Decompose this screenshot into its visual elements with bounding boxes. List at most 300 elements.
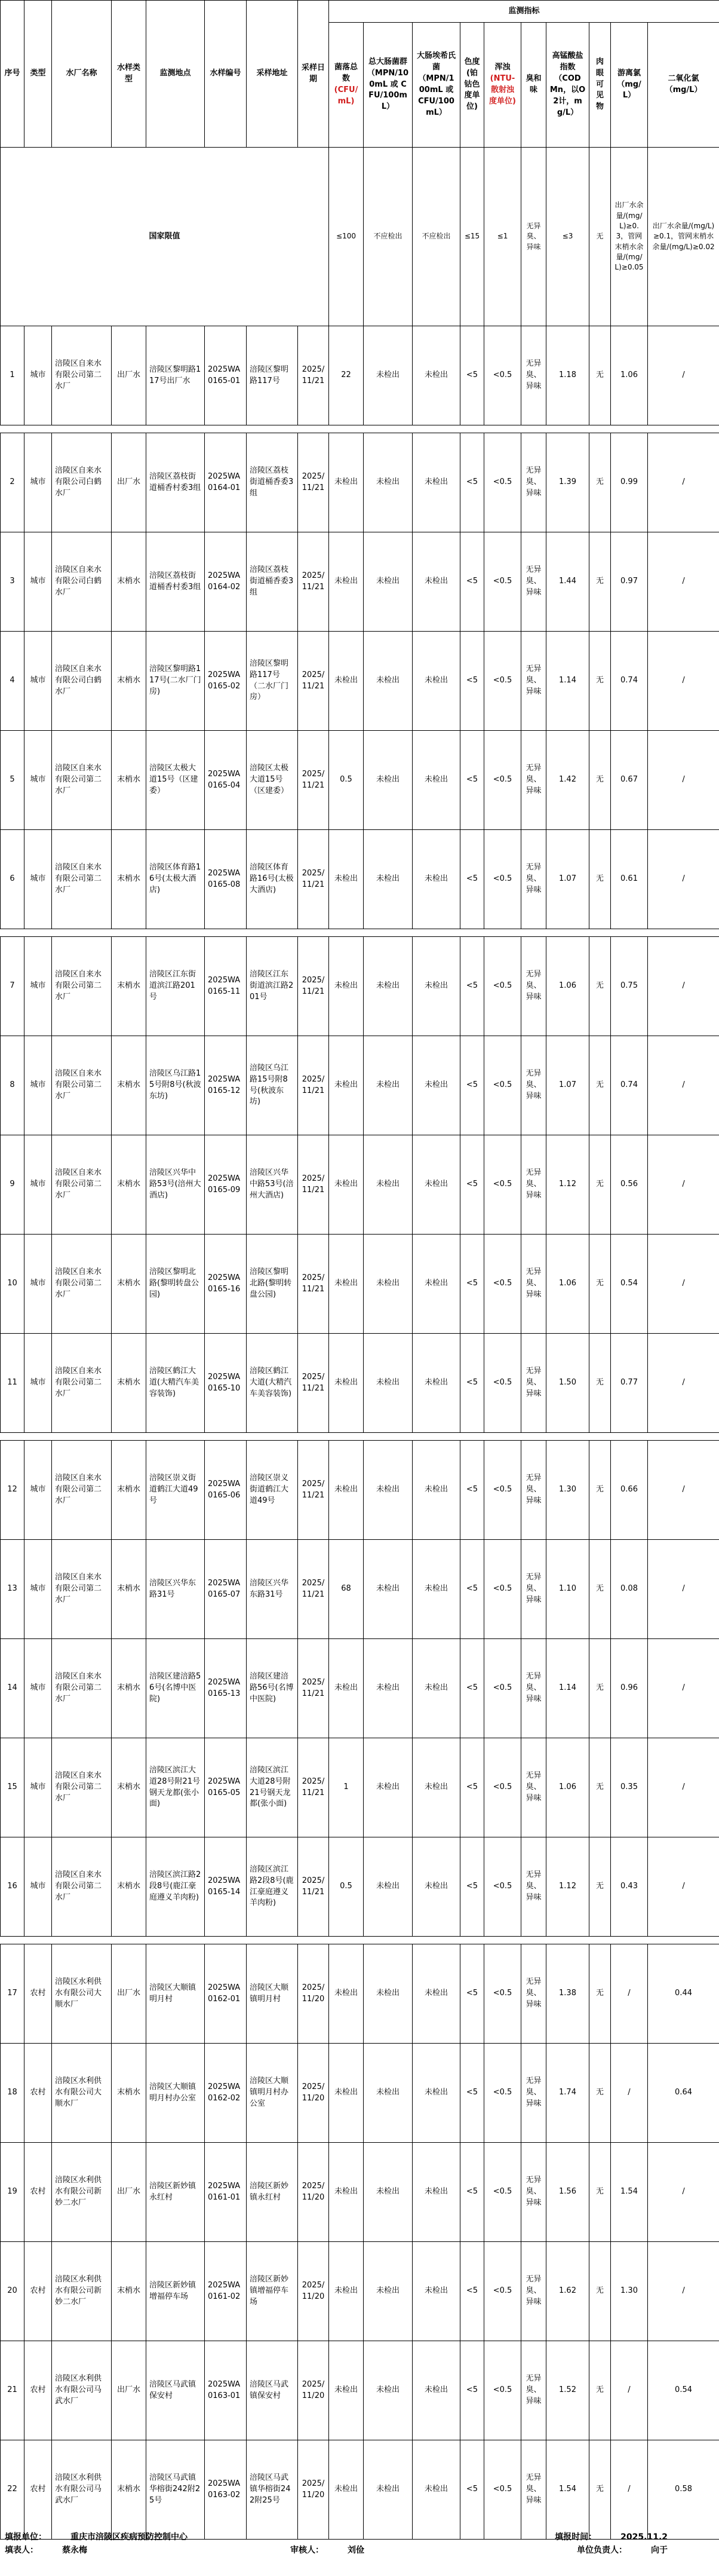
cell-date: 2025/11/20 bbox=[298, 2440, 329, 2540]
cell-chlorine: 0.08 bbox=[611, 1540, 648, 1639]
cell-chlorine: / bbox=[611, 1944, 648, 2044]
footer-head-value: 向于 bbox=[651, 2546, 668, 2555]
cell-sample-id: 2025WA0165-10 bbox=[205, 1334, 247, 1433]
cell-ecoli: 未检出 bbox=[413, 2440, 460, 2540]
cell-clo2: / bbox=[648, 1837, 719, 1937]
table-row bbox=[1, 532, 719, 632]
cell-ecoli: 未检出 bbox=[413, 1738, 460, 1837]
cell-address: 涪陵区新妙镇增福停车场 bbox=[247, 2242, 298, 2341]
cell-type: 城市 bbox=[24, 1441, 52, 1540]
cell-sample-type: 末梢水 bbox=[112, 632, 146, 731]
col-type: 类型 bbox=[24, 1, 52, 148]
footer-unit-value: 重庆市涪陵区疾病预防控制中心 bbox=[70, 2532, 188, 2542]
cell-color: <5 bbox=[460, 937, 484, 1036]
limit-clo2: 出厂水余量/(mg/L)≥0.1，管网末梢水余量/(mg/L)≥0.02 bbox=[648, 148, 719, 326]
col-turbidity: 浑浊 (NTU-散射浊度单位) bbox=[484, 23, 521, 148]
cell-ecoli: 未检出 bbox=[413, 937, 460, 1036]
cell-site: 涪陵区江东街道滨江路201号 bbox=[146, 937, 205, 1036]
cell-odor: 无异臭、异味 bbox=[521, 532, 546, 632]
cell-address: 涪陵区马武镇华榕街242附25号 bbox=[247, 2440, 298, 2540]
cell-odor: 无异臭、异味 bbox=[521, 1540, 546, 1639]
cell-chlorine: 0.99 bbox=[611, 433, 648, 532]
cell-turbidity: <0.5 bbox=[484, 1334, 521, 1433]
cell-no: 17 bbox=[1, 1944, 24, 2044]
cell-no: 6 bbox=[1, 830, 24, 929]
cell-date: 2025/11/21 bbox=[298, 433, 329, 532]
cell-color: <5 bbox=[460, 632, 484, 731]
cell-plant: 涪陵区自来水有限公司第二水厂 bbox=[52, 937, 112, 1036]
cell-turbidity: <0.5 bbox=[484, 1441, 521, 1540]
cell-no: 3 bbox=[1, 532, 24, 632]
cell-type: 农村 bbox=[24, 2143, 52, 2242]
cell-chlorine: 0.61 bbox=[611, 830, 648, 929]
row-gap bbox=[1, 929, 719, 937]
cell-sample-id: 2025WA0165-11 bbox=[205, 937, 247, 1036]
row-gap bbox=[1, 1433, 719, 1441]
cell-date: 2025/11/21 bbox=[298, 532, 329, 632]
cell-sample-type: 末梢水 bbox=[112, 1738, 146, 1837]
cell-date: 2025/11/20 bbox=[298, 2044, 329, 2143]
footer-date-value: 2025.11.2 bbox=[620, 2532, 668, 2542]
cell-bacteria: 0.5 bbox=[329, 731, 364, 830]
cell-plant: 涪陵区水利供水有限公司新妙二水厂 bbox=[52, 2242, 112, 2341]
cell-ecoli: 未检出 bbox=[413, 731, 460, 830]
table-row bbox=[1, 2341, 719, 2440]
cell-address: 涪陵区黎明路117号（二水厂门房） bbox=[247, 632, 298, 731]
cell-date: 2025/11/21 bbox=[298, 731, 329, 830]
cell-visible: 无 bbox=[589, 433, 611, 532]
cell-bacteria: 未检出 bbox=[329, 632, 364, 731]
cell-ecoli: 未检出 bbox=[413, 532, 460, 632]
cell-cod: 1.42 bbox=[546, 731, 589, 830]
cell-sample-type: 出厂水 bbox=[112, 2143, 146, 2242]
cell-visible: 无 bbox=[589, 2341, 611, 2440]
cell-color: <5 bbox=[460, 2143, 484, 2242]
col-coliform: 总大肠菌群 （MPN/100mL 或 CFU/100mL） bbox=[364, 23, 413, 148]
cell-clo2: 0.44 bbox=[648, 1944, 719, 2044]
cell-sample-id: 2025WA0165-16 bbox=[205, 1235, 247, 1334]
table-row bbox=[1, 1036, 719, 1135]
cell-coliform: 未检出 bbox=[364, 1944, 413, 2044]
cell-visible: 无 bbox=[589, 1135, 611, 1235]
cell-cod: 1.62 bbox=[546, 2242, 589, 2341]
cell-no: 8 bbox=[1, 1036, 24, 1135]
col-visible: 肉眼可见物 bbox=[589, 23, 611, 148]
cell-type: 城市 bbox=[24, 1837, 52, 1937]
cell-turbidity: <0.5 bbox=[484, 1944, 521, 2044]
cell-site: 涪陵区新妙镇增福停车场 bbox=[146, 2242, 205, 2341]
cell-bacteria: 未检出 bbox=[329, 2440, 364, 2540]
cell-ecoli: 未检出 bbox=[413, 2242, 460, 2341]
cell-clo2: / bbox=[648, 1036, 719, 1135]
cell-odor: 无异臭、异味 bbox=[521, 2341, 546, 2440]
cell-color: <5 bbox=[460, 1441, 484, 1540]
cell-chlorine: 0.74 bbox=[611, 1036, 648, 1135]
cell-no: 12 bbox=[1, 1441, 24, 1540]
cell-type: 城市 bbox=[24, 731, 52, 830]
cell-clo2: 0.58 bbox=[648, 2440, 719, 2540]
limit-chlorine: 出厂水余量/(mg/L)≥0.3，管网末梢水余量/(mg/L)≥0.05 bbox=[611, 148, 648, 326]
cell-site: 涪陵区鹤江大道(大精汽车美容装饰) bbox=[146, 1334, 205, 1433]
cell-color: <5 bbox=[460, 2044, 484, 2143]
table-row bbox=[1, 1235, 719, 1334]
cell-sample-id: 2025WA0165-01 bbox=[205, 326, 247, 425]
cell-plant: 涪陵区水利供水有限公司马武水厂 bbox=[52, 2341, 112, 2440]
cell-address: 涪陵区兴华中路53号(涪州大酒店) bbox=[247, 1135, 298, 1235]
limit-visible: 无 bbox=[589, 148, 611, 326]
cell-date: 2025/11/21 bbox=[298, 1837, 329, 1937]
cell-visible: 无 bbox=[589, 2242, 611, 2341]
cell-clo2: 0.54 bbox=[648, 2341, 719, 2440]
cell-odor: 无异臭、异味 bbox=[521, 1837, 546, 1937]
cell-turbidity: <0.5 bbox=[484, 1235, 521, 1334]
cell-sample-type: 末梢水 bbox=[112, 1235, 146, 1334]
cell-odor: 无异臭、异味 bbox=[521, 1738, 546, 1837]
cell-odor: 无异臭、异味 bbox=[521, 326, 546, 425]
cell-no: 5 bbox=[1, 731, 24, 830]
cell-coliform: 未检出 bbox=[364, 2440, 413, 2540]
cell-cod: 1.56 bbox=[546, 2143, 589, 2242]
col-ecoli: 大肠埃希氏菌 （MPN/100mL 或 CFU/100mL） bbox=[413, 23, 460, 148]
cell-clo2: / bbox=[648, 1235, 719, 1334]
cell-cod: 1.30 bbox=[546, 1441, 589, 1540]
cell-sample-type: 末梢水 bbox=[112, 937, 146, 1036]
cell-ecoli: 未检出 bbox=[413, 1334, 460, 1433]
cell-site: 涪陵区太极大道15号（区建委） bbox=[146, 731, 205, 830]
cell-ecoli: 未检出 bbox=[413, 1639, 460, 1738]
cell-site: 涪陵区马武镇保安村 bbox=[146, 2341, 205, 2440]
cell-coliform: 未检出 bbox=[364, 1837, 413, 1937]
cell-odor: 无异臭、异味 bbox=[521, 2143, 546, 2242]
cell-sample-id: 2025WA0165-02 bbox=[205, 632, 247, 731]
cell-color: <5 bbox=[460, 1235, 484, 1334]
cell-bacteria: 未检出 bbox=[329, 2143, 364, 2242]
table-row bbox=[1, 1540, 719, 1639]
footer-filler-label: 填表人： bbox=[5, 2546, 38, 2555]
cell-cod: 1.52 bbox=[546, 2341, 589, 2440]
cell-cod: 1.44 bbox=[546, 532, 589, 632]
cell-cod: 1.06 bbox=[546, 937, 589, 1036]
cell-clo2: / bbox=[648, 731, 719, 830]
cell-odor: 无异臭、异味 bbox=[521, 1235, 546, 1334]
cell-coliform: 未检出 bbox=[364, 731, 413, 830]
cell-chlorine: 0.35 bbox=[611, 1738, 648, 1837]
cell-clo2: 0.64 bbox=[648, 2044, 719, 2143]
cell-no: 14 bbox=[1, 1639, 24, 1738]
cell-site: 涪陵区兴华中路53号(涪州大酒店) bbox=[146, 1135, 205, 1235]
cell-visible: 无 bbox=[589, 830, 611, 929]
cell-no: 16 bbox=[1, 1837, 24, 1937]
cell-sample-id: 2025WA0163-01 bbox=[205, 2341, 247, 2440]
cell-site: 涪陵区体育路16号(太极大酒店) bbox=[146, 830, 205, 929]
cell-visible: 无 bbox=[589, 1036, 611, 1135]
cell-sample-id: 2025WA0165-05 bbox=[205, 1738, 247, 1837]
cell-color: <5 bbox=[460, 1036, 484, 1135]
cell-odor: 无异臭、异味 bbox=[521, 632, 546, 731]
cell-color: <5 bbox=[460, 731, 484, 830]
cell-coliform: 未检出 bbox=[364, 830, 413, 929]
cell-sample-id: 2025WA0162-02 bbox=[205, 2044, 247, 2143]
cell-plant: 涪陵区自来水有限公司第二水厂 bbox=[52, 1837, 112, 1937]
cell-coliform: 未检出 bbox=[364, 1441, 413, 1540]
cell-turbidity: <0.5 bbox=[484, 532, 521, 632]
cell-coliform: 未检出 bbox=[364, 433, 413, 532]
cell-chlorine: 1.54 bbox=[611, 2143, 648, 2242]
cell-cod: 1.14 bbox=[546, 632, 589, 731]
cell-ecoli: 未检出 bbox=[413, 1441, 460, 1540]
limit-coliform: 不应检出 bbox=[364, 148, 413, 326]
cell-type: 城市 bbox=[24, 1738, 52, 1837]
cell-clo2: / bbox=[648, 1738, 719, 1837]
cell-plant: 涪陵区自来水有限公司第二水厂 bbox=[52, 830, 112, 929]
cell-site: 涪陵区滨江路2段8号(鹿江豪庭遵义羊肉粉) bbox=[146, 1837, 205, 1937]
cell-type: 城市 bbox=[24, 1135, 52, 1235]
cell-sample-type: 出厂水 bbox=[112, 1944, 146, 2044]
cell-turbidity: <0.5 bbox=[484, 632, 521, 731]
cell-color: <5 bbox=[460, 532, 484, 632]
cell-clo2: / bbox=[648, 433, 719, 532]
cell-chlorine: 1.06 bbox=[611, 326, 648, 425]
cell-plant: 涪陵区自来水有限公司白鹤水厂 bbox=[52, 632, 112, 731]
cell-coliform: 未检出 bbox=[364, 1235, 413, 1334]
cell-address: 涪陵区太极大道15号（区建委） bbox=[247, 731, 298, 830]
cell-no: 18 bbox=[1, 2044, 24, 2143]
cell-ecoli: 未检出 bbox=[413, 1837, 460, 1937]
cell-plant: 涪陵区自来水有限公司第二水厂 bbox=[52, 1441, 112, 1540]
row-gap-cell bbox=[1, 929, 719, 937]
cell-date: 2025/11/21 bbox=[298, 1639, 329, 1738]
cell-plant: 涪陵区自来水有限公司白鹤水厂 bbox=[52, 433, 112, 532]
cell-sample-type: 出厂水 bbox=[112, 326, 146, 425]
cell-bacteria: 未检出 bbox=[329, 2242, 364, 2341]
cell-color: <5 bbox=[460, 1135, 484, 1235]
cell-address: 涪陵区乌江路15号附8号(秋波东坊) bbox=[247, 1036, 298, 1135]
col-date: 采样日期 bbox=[298, 1, 329, 148]
cell-plant: 涪陵区水利供水有限公司大顺水厂 bbox=[52, 2044, 112, 2143]
cell-sample-id: 2025WA0161-01 bbox=[205, 2143, 247, 2242]
cell-chlorine: / bbox=[611, 2044, 648, 2143]
cell-color: <5 bbox=[460, 2341, 484, 2440]
cell-address: 涪陵区建涪路56号(名博中医院) bbox=[247, 1639, 298, 1738]
cell-chlorine: 1.30 bbox=[611, 2242, 648, 2341]
cell-sample-type: 末梢水 bbox=[112, 532, 146, 632]
cell-address: 涪陵区兴华东路31号 bbox=[247, 1540, 298, 1639]
cell-date: 2025/11/20 bbox=[298, 2242, 329, 2341]
cell-ecoli: 未检出 bbox=[413, 1944, 460, 2044]
cell-address: 涪陵区大顺镇明月村办公室 bbox=[247, 2044, 298, 2143]
cell-visible: 无 bbox=[589, 326, 611, 425]
cell-clo2: / bbox=[648, 830, 719, 929]
limit-turbidity: ≤1 bbox=[484, 148, 521, 326]
cell-sample-type: 末梢水 bbox=[112, 731, 146, 830]
cell-no: 9 bbox=[1, 1135, 24, 1235]
cell-bacteria: 未检出 bbox=[329, 830, 364, 929]
cell-turbidity: <0.5 bbox=[484, 433, 521, 532]
cell-no: 21 bbox=[1, 2341, 24, 2440]
cell-coliform: 未检出 bbox=[364, 2242, 413, 2341]
cell-cod: 1.39 bbox=[546, 433, 589, 532]
cell-bacteria: 未检出 bbox=[329, 532, 364, 632]
cell-type: 城市 bbox=[24, 1235, 52, 1334]
table-row bbox=[1, 1944, 719, 2044]
cell-ecoli: 未检出 bbox=[413, 326, 460, 425]
cell-color: <5 bbox=[460, 2242, 484, 2341]
cell-odor: 无异臭、异味 bbox=[521, 731, 546, 830]
cell-sample-id: 2025WA0162-01 bbox=[205, 1944, 247, 2044]
cell-turbidity: <0.5 bbox=[484, 2440, 521, 2540]
cell-site: 涪陵区黎明北路(黎明转盘公园) bbox=[146, 1235, 205, 1334]
cell-plant: 涪陵区自来水有限公司第二水厂 bbox=[52, 1036, 112, 1135]
cell-ecoli: 未检出 bbox=[413, 1135, 460, 1235]
cell-sample-type: 末梢水 bbox=[112, 1135, 146, 1235]
cell-sample-type: 末梢水 bbox=[112, 1441, 146, 1540]
cell-no: 11 bbox=[1, 1334, 24, 1433]
cell-site: 涪陵区黎明路117号(二水厂门房) bbox=[146, 632, 205, 731]
report-footer bbox=[5, 2531, 715, 2557]
cell-turbidity: <0.5 bbox=[484, 1639, 521, 1738]
cell-date: 2025/11/20 bbox=[298, 1944, 329, 2044]
cell-address: 涪陵区体育路16号(太极大酒店) bbox=[247, 830, 298, 929]
footer-row-1 bbox=[5, 2531, 715, 2544]
table-row bbox=[1, 2242, 719, 2341]
cell-chlorine: 0.67 bbox=[611, 731, 648, 830]
cell-site: 涪陵区建涪路56号(名博中医院) bbox=[146, 1639, 205, 1738]
cell-visible: 无 bbox=[589, 1837, 611, 1937]
cell-type: 城市 bbox=[24, 1639, 52, 1738]
cell-coliform: 未检出 bbox=[364, 1334, 413, 1433]
cell-clo2: / bbox=[648, 1639, 719, 1738]
cell-plant: 涪陵区自来水有限公司白鹤水厂 bbox=[52, 532, 112, 632]
cell-color: <5 bbox=[460, 1944, 484, 2044]
cell-visible: 无 bbox=[589, 937, 611, 1036]
cell-clo2: / bbox=[648, 326, 719, 425]
cell-bacteria: 未检出 bbox=[329, 937, 364, 1036]
footer-date-label: 填报时间： bbox=[555, 2532, 597, 2542]
cell-chlorine: 0.66 bbox=[611, 1441, 648, 1540]
cell-bacteria: 未检出 bbox=[329, 1235, 364, 1334]
cell-ecoli: 未检出 bbox=[413, 830, 460, 929]
cell-turbidity: <0.5 bbox=[484, 2143, 521, 2242]
cell-turbidity: <0.5 bbox=[484, 2341, 521, 2440]
cell-no: 19 bbox=[1, 2143, 24, 2242]
cell-plant: 涪陵区水利供水有限公司马武水厂 bbox=[52, 2440, 112, 2540]
footer-row-2 bbox=[5, 2544, 715, 2557]
cell-cod: 1.38 bbox=[546, 1944, 589, 2044]
limit-ecoli: 不应检出 bbox=[413, 148, 460, 326]
cell-visible: 无 bbox=[589, 2440, 611, 2540]
cell-plant: 涪陵区自来水有限公司第二水厂 bbox=[52, 1639, 112, 1738]
cell-ecoli: 未检出 bbox=[413, 1540, 460, 1639]
cell-no: 1 bbox=[1, 326, 24, 425]
cell-type: 城市 bbox=[24, 326, 52, 425]
cell-sample-id: 2025WA0165-14 bbox=[205, 1837, 247, 1937]
cell-bacteria: 未检出 bbox=[329, 1036, 364, 1135]
table-row bbox=[1, 326, 719, 425]
cell-date: 2025/11/21 bbox=[298, 1235, 329, 1334]
cell-coliform: 未检出 bbox=[364, 1036, 413, 1135]
table-row bbox=[1, 1639, 719, 1738]
cell-sample-type: 末梢水 bbox=[112, 1036, 146, 1135]
cell-cod: 1.10 bbox=[546, 1540, 589, 1639]
cell-chlorine: 0.56 bbox=[611, 1135, 648, 1235]
col-odor: 臭和味 bbox=[521, 23, 546, 148]
cell-type: 农村 bbox=[24, 2440, 52, 2540]
cell-site: 涪陵区滨江大道28号附21号钢天龙都(张小面) bbox=[146, 1738, 205, 1837]
cell-cod: 1.12 bbox=[546, 1135, 589, 1235]
cell-odor: 无异臭、异味 bbox=[521, 1639, 546, 1738]
cell-bacteria: 22 bbox=[329, 326, 364, 425]
cell-date: 2025/11/21 bbox=[298, 830, 329, 929]
cell-turbidity: <0.5 bbox=[484, 830, 521, 929]
row-gap-cell bbox=[1, 425, 719, 433]
table-row bbox=[1, 2440, 719, 2540]
cell-ecoli: 未检出 bbox=[413, 2143, 460, 2242]
cell-sample-type: 末梢水 bbox=[112, 1837, 146, 1937]
cell-color: <5 bbox=[460, 433, 484, 532]
cell-ecoli: 未检出 bbox=[413, 433, 460, 532]
col-bacteria: 菌落总数 (CFU/mL) bbox=[329, 23, 364, 148]
cell-address: 涪陵区滨江路2段8号(鹿江豪庭遵义羊肉粉) bbox=[247, 1837, 298, 1937]
cell-odor: 无异臭、异味 bbox=[521, 2440, 546, 2540]
cell-visible: 无 bbox=[589, 1944, 611, 2044]
cell-visible: 无 bbox=[589, 1235, 611, 1334]
cell-sample-type: 末梢水 bbox=[112, 1334, 146, 1433]
cell-type: 城市 bbox=[24, 532, 52, 632]
cell-visible: 无 bbox=[589, 1738, 611, 1837]
cell-cod: 1.06 bbox=[546, 1738, 589, 1837]
cell-cod: 1.50 bbox=[546, 1334, 589, 1433]
cell-type: 城市 bbox=[24, 632, 52, 731]
cell-coliform: 未检出 bbox=[364, 1639, 413, 1738]
col-group-indicators: 监测指标 bbox=[329, 1, 719, 23]
cell-visible: 无 bbox=[589, 1334, 611, 1433]
cell-ecoli: 未检出 bbox=[413, 1235, 460, 1334]
cell-type: 城市 bbox=[24, 433, 52, 532]
cell-chlorine: / bbox=[611, 2341, 648, 2440]
cell-chlorine: / bbox=[611, 2440, 648, 2540]
cell-sample-id: 2025WA0163-02 bbox=[205, 2440, 247, 2540]
cell-sample-type: 末梢水 bbox=[112, 1540, 146, 1639]
col-no: 序号 bbox=[1, 1, 24, 148]
cell-ecoli: 未检出 bbox=[413, 1036, 460, 1135]
cell-site: 涪陵区兴华东路31号 bbox=[146, 1540, 205, 1639]
table-row bbox=[1, 2143, 719, 2242]
cell-turbidity: <0.5 bbox=[484, 2044, 521, 2143]
cell-date: 2025/11/21 bbox=[298, 326, 329, 425]
col-site: 监测地点 bbox=[146, 1, 205, 148]
cell-plant: 涪陵区自来水有限公司第二水厂 bbox=[52, 1540, 112, 1639]
cell-site: 涪陵区马武镇华榕街242附25号 bbox=[146, 2440, 205, 2540]
limit-color: ≤15 bbox=[460, 148, 484, 326]
cell-color: <5 bbox=[460, 2440, 484, 2540]
cell-date: 2025/11/21 bbox=[298, 1441, 329, 1540]
cell-bacteria: 未检出 bbox=[329, 2044, 364, 2143]
cell-odor: 无异臭、异味 bbox=[521, 1135, 546, 1235]
footer-reviewer bbox=[290, 2544, 388, 2557]
cell-cod: 1.06 bbox=[546, 1235, 589, 1334]
cell-type: 农村 bbox=[24, 2341, 52, 2440]
cell-type: 城市 bbox=[24, 830, 52, 929]
footer-date bbox=[555, 2531, 692, 2544]
col-sample-type: 水样类型 bbox=[112, 1, 146, 148]
cell-visible: 无 bbox=[589, 1441, 611, 1540]
cell-type: 城市 bbox=[24, 1540, 52, 1639]
cell-address: 涪陵区鹤江大道(大精汽车美容装饰) bbox=[247, 1334, 298, 1433]
cell-turbidity: <0.5 bbox=[484, 2242, 521, 2341]
row-gap bbox=[1, 1937, 719, 1944]
cell-clo2: / bbox=[648, 1441, 719, 1540]
footer-unit-label: 填报单位： bbox=[5, 2532, 47, 2542]
